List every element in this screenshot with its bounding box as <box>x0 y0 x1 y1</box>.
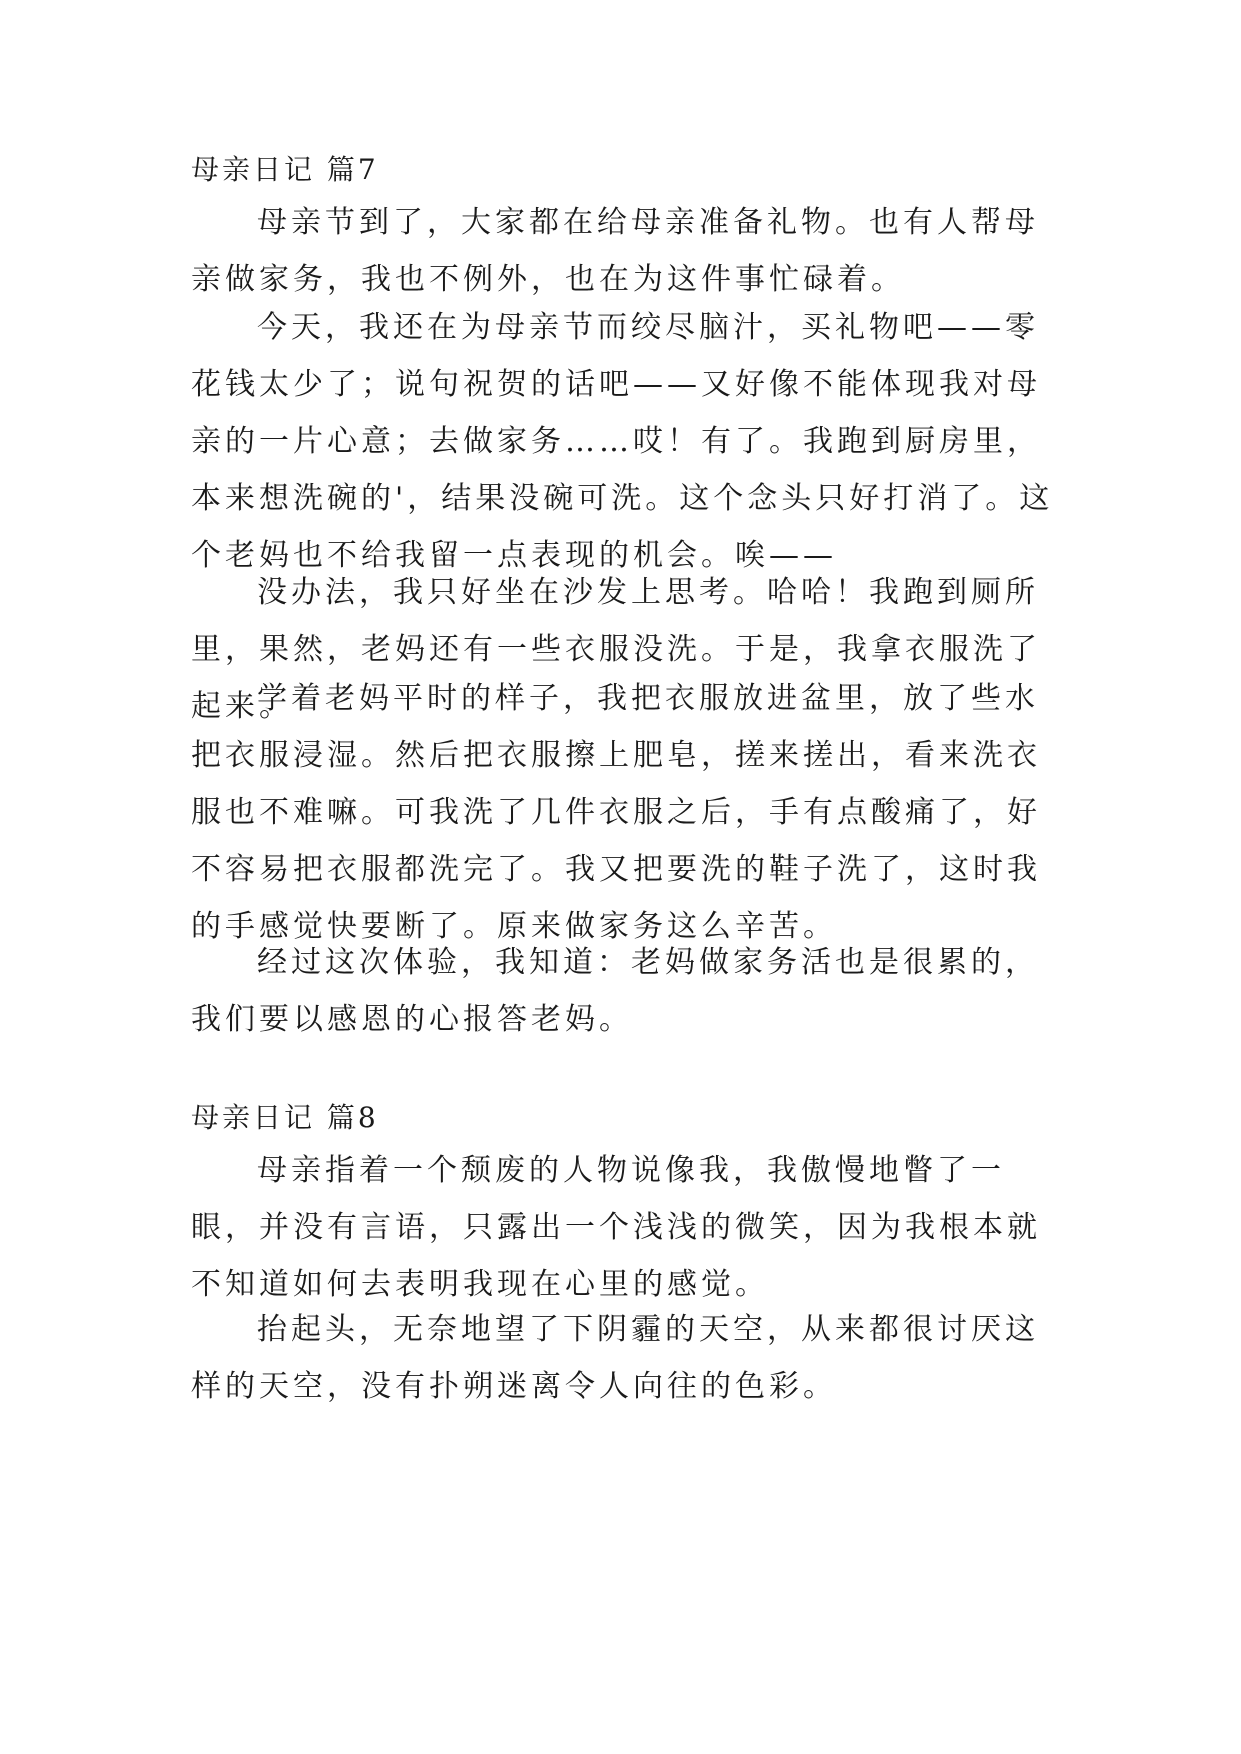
paragraph: 母亲指着一个颓废的人物说像我，我傲慢地瞥了一眼，并没有言语，只露出一个浅浅的微笑，因为我根本就不知道如何去表明我现在心里的感觉。 <box>191 1153 1041 1302</box>
paragraph: 学着老妈平时的样子，我把衣服放进盆里，放了些水把衣服浸湿。然后把衣服擦上肥皂，搓来搓出，看来洗衣服也不难嘛。可我洗了几件衣服之后，手有点酸痛了，好不容易把衣服都洗完了。我又把要洗的鞋子洗了，这时我的手感觉快要断了。原来做家务这么辛苦。 <box>191 681 1041 944</box>
paragraph: 今天，我还在为母亲节而绞尽脑汁，买礼物吧——零花钱太少了；说句祝贺的话吧——又好像不能体现我对母亲的一片心意；去做家务……哎！有了。我跑到厨房里，本来想洗碗的'，结果没碗可洗。这个念头只好打消了。这个老妈也不给我留一点表现的机会。唉—— <box>191 310 1054 573</box>
paragraph: 抬起头，无奈地望了下阴霾的天空，从来都很讨厌这样的天空，没有扑朔迷离令人向往的色彩。 <box>191 1312 1039 1404</box>
entry-title: 母亲日记 篇8 <box>191 1101 379 1134</box>
entry-title: 母亲日记 篇7 <box>191 153 379 186</box>
paragraph: 母亲节到了，大家都在给母亲准备礼物。也有人帮母亲做家务，我也不例外，也在为这件事忙碌着。 <box>191 205 1039 297</box>
paragraph: 经过这次体验，我知道：老妈做家务活也是很累的，我们要以感恩的心报答老妈。 <box>191 945 1039 1037</box>
paragraph: 没办法，我只好坐在沙发上思考。哈哈！我跑到厕所里，果然，老妈还有一些衣服没洗。于是，我拿衣服洗了起来。 <box>191 575 1041 724</box>
